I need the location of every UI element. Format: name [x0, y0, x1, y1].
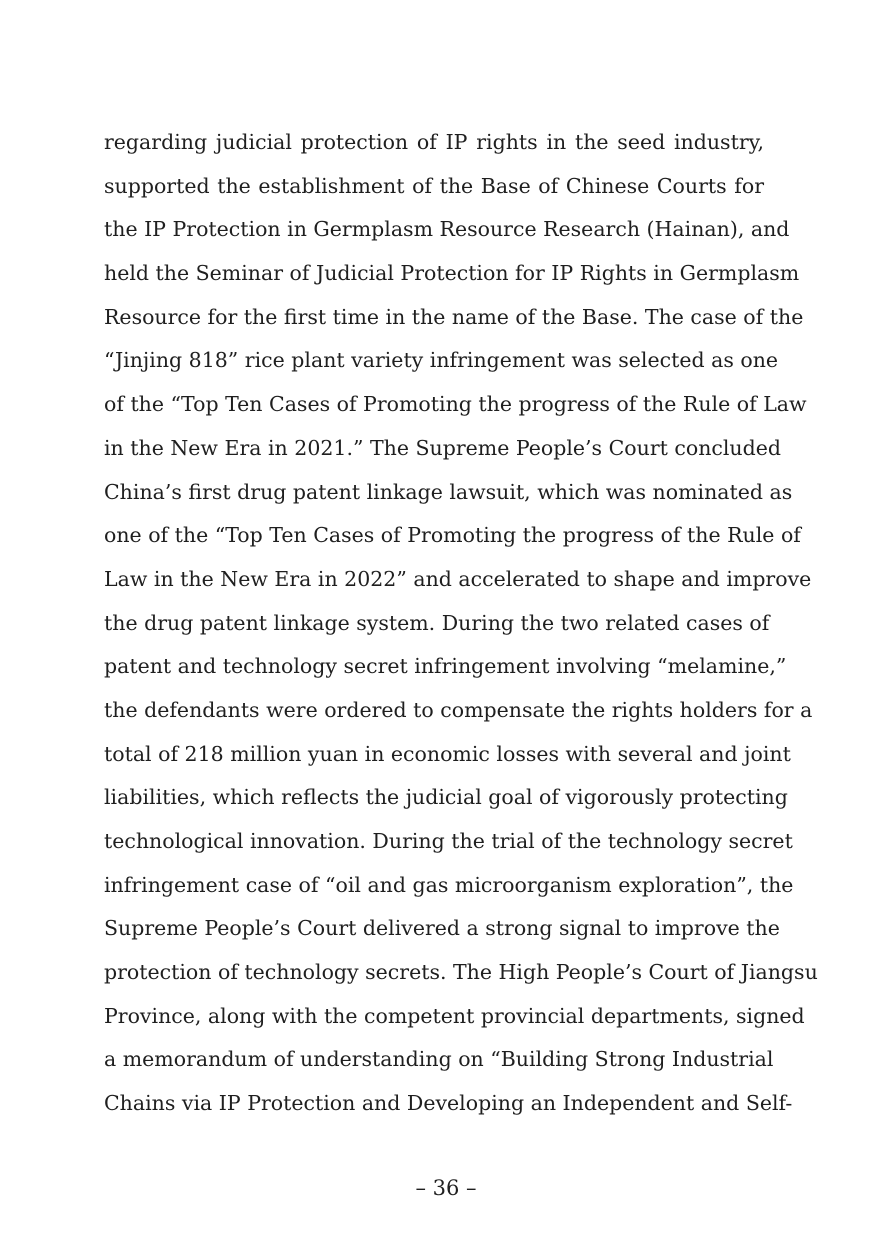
- text-line: of the “Top Ten Cases of Promoting the progress of the Rule of Law: [104, 392, 807, 417]
- text-line: China’s first drug patent linkage lawsuit, which was nominated as: [104, 479, 793, 504]
- text-line: held the Seminar of Judicial Protection for IP Rights in Germplasm: [104, 261, 800, 286]
- text-line: infringement case of “oil and gas microorganism exploration”, the: [104, 872, 794, 897]
- text-line: supported the establishment of the Base of Chinese Courts for: [104, 173, 764, 198]
- text-line: patent and technology secret infringement involving “melamine,”: [104, 654, 787, 679]
- text-line: “Jinjing 818” rice plant variety infringement was selected as one: [104, 348, 779, 373]
- text-line: regarding judicial protection of IP rights in the seed industry,: [104, 130, 764, 154]
- body-paragraph: [104, 121, 818, 1126]
- text-line: the drug patent linkage system. During the two related cases of: [104, 610, 770, 635]
- text-line: protection of technology secrets. The High People’s Court of Jiangsu: [104, 960, 818, 985]
- text-line: technological innovation. During the trial of the technology secret: [104, 829, 793, 853]
- page-number: – 36 –: [415, 1176, 477, 1200]
- text-line: Supreme People’s Court delivered a strong signal to improve the: [104, 916, 780, 941]
- text-line: in the New Era in 2021.” The Supreme People’s Court concluded: [104, 435, 782, 460]
- text-line: a memorandum of understanding on “Building Strong Industrial: [104, 1047, 774, 1072]
- text-line: total of 218 million yuan in economic losses with several and joint: [104, 741, 791, 766]
- text-line: Law in the New Era in 2022” and accelerated to shape and improve: [104, 566, 812, 591]
- text-line: Resource for the first time in the name of the Base. The case of the: [104, 304, 804, 329]
- text-line: Province, along with the competent provincial departments, signed: [104, 1003, 805, 1028]
- text-line: the defendants were ordered to compensate the rights holders for a: [104, 697, 813, 722]
- text-line: Chains via IP Protection and Developing an Independent and Self-: [104, 1091, 793, 1116]
- text-line: one of the “Top Ten Cases of Promoting the progress of the Rule of: [104, 523, 801, 548]
- text-line: liabilities, which reflects the judicial goal of vigorously protecting: [104, 785, 788, 810]
- text-line: the IP Protection in Germplasm Resource Research (Hainan), and: [104, 217, 790, 242]
